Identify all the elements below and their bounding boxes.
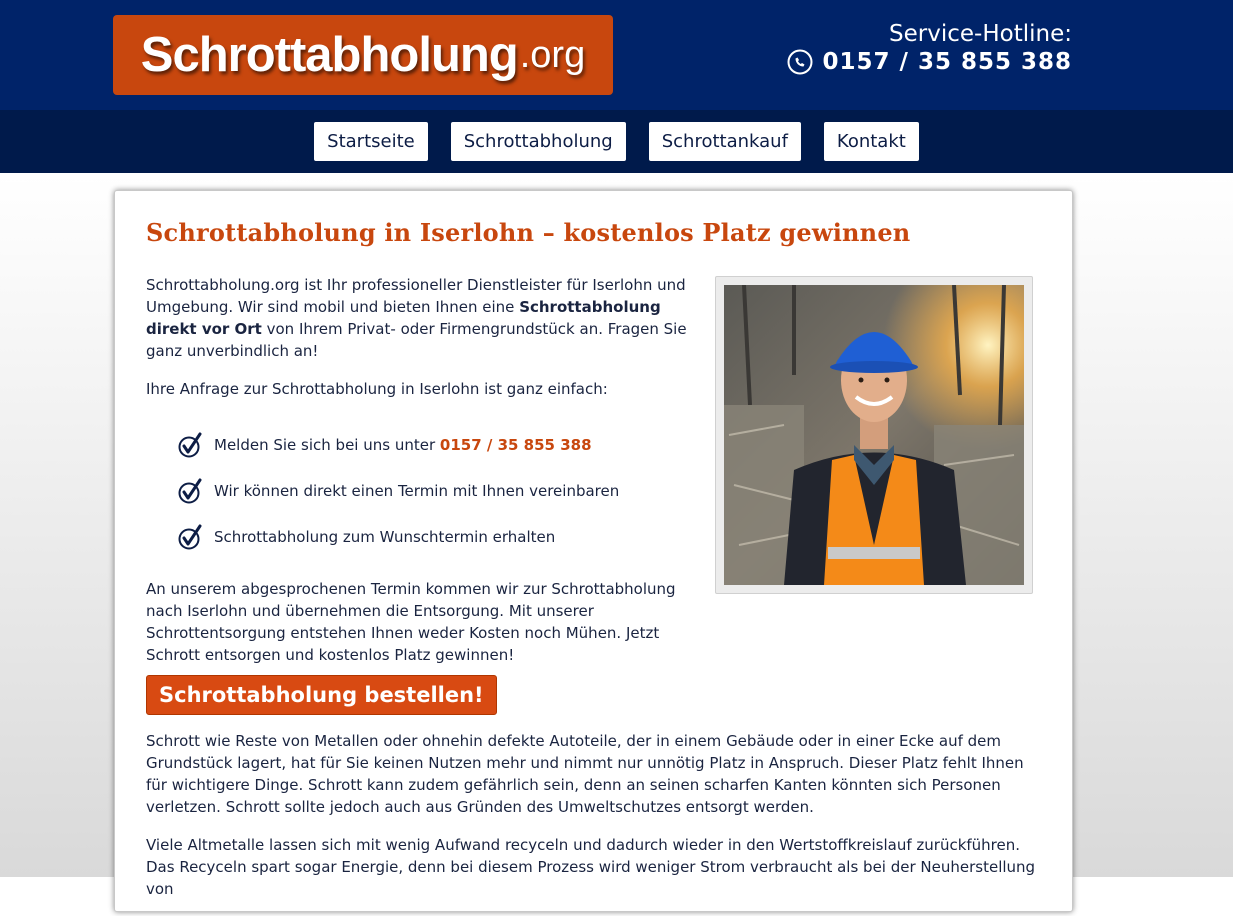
list-item bbox=[178, 468, 696, 514]
step-text: Melden Sie sich bei uns unter 0157 / 35 855 388 bbox=[214, 436, 592, 454]
step-text: Schrottabholung zum Wunschtermin erhalten bbox=[214, 528, 556, 546]
list-item bbox=[178, 514, 696, 560]
logo-tld: .org bbox=[519, 33, 586, 76]
step-text: Wir können direkt einen Termin mit Ihnen vereinbaren bbox=[214, 482, 620, 500]
phone-icon bbox=[787, 49, 813, 75]
body-paragraph: Schrott wie Reste von Metallen oder ohnehin defekte Autoteile, der in einem Gebäude oder in einer Ecke auf dem Grundstück lagert, hat für Sie keinen Nutzen mehr und nimmt nur unnötig Platz in Anspruch. Dieser Platz fehlt Ihnen für wichtigere Dinge. Schrott kann zudem gefährlich sein, denn an seinen scharfen Kanten könnten sich Personen verletzen. Schrott sollte jedoch auch aus Gründen des Umweltschutzes entsorgt werden. bbox=[146, 732, 1024, 816]
steps-lead: Ihre Anfrage zur Schrottabholung in Iserlohn ist ganz einfach: bbox=[146, 380, 608, 398]
worker-photo bbox=[724, 285, 1024, 585]
worker-photo-frame bbox=[715, 276, 1033, 594]
site-header bbox=[0, 0, 1233, 110]
main-navigation bbox=[0, 110, 1233, 173]
page-title: Schrottabholung in Iserlohn – kostenlos Platz gewinnen bbox=[146, 218, 911, 247]
steps-list bbox=[146, 422, 696, 560]
order-button[interactable]: Schrottabholung bestellen! bbox=[146, 675, 497, 715]
site-logo[interactable] bbox=[113, 15, 613, 95]
body-paragraph: Viele Altmetalle lassen sich mit wenig Aufwand recyceln und dadurch wieder in den Wertstoffkreislauf zurückführen. Das Recyceln spart sogar Energie, denn bei diesem Prozess wird weniger Strom verbraucht als bei der Neuherstellung von bbox=[146, 836, 1036, 898]
logo-text: Schrottabholung bbox=[140, 28, 518, 82]
nav-item-schrottabholung[interactable]: Schrottabholung bbox=[451, 122, 626, 161]
intro-paragraph: Schrottabholung.org ist Ihr professioneller Dienstleister für Iserlohn und Umgebung. Wir sind mobil und bieten Ihnen eine Schrottabholung direkt vor Ort von Ihrem Privat- oder Firmengrundstück an. Fragen Sie ganz unverbindlich an! bbox=[146, 276, 687, 360]
after-steps-paragraph: An unserem abgesprochenen Termin kommen wir zur Schrottabholung nach Iserlohn und übernehmen die Entsorgung. Mit unserer Schrottentsorgung entstehen Ihnen weder Kosten noch Mühen. Jetzt Schrott entsorgen und kostenlos Platz gewinnen! bbox=[146, 580, 676, 664]
hotline-number[interactable]: 0157 / 35 855 388 bbox=[822, 49, 1072, 75]
body-text bbox=[146, 730, 1036, 916]
service-hotline bbox=[787, 20, 1072, 75]
step-phone-link[interactable]: 0157 / 35 855 388 bbox=[439, 436, 592, 454]
intro-highlight: Schrottabholung direkt vor Ort bbox=[146, 298, 661, 338]
main-content bbox=[114, 190, 1073, 912]
intro-section bbox=[146, 274, 696, 666]
checkmark-icon bbox=[178, 478, 202, 504]
nav-item-schrottankauf[interactable]: Schrottankauf bbox=[649, 122, 801, 161]
checkmark-icon bbox=[178, 432, 202, 458]
list-item bbox=[178, 422, 696, 468]
hotline-label: Service-Hotline: bbox=[889, 21, 1072, 47]
checkmark-icon bbox=[178, 524, 202, 550]
nav-item-kontakt[interactable]: Kontakt bbox=[824, 122, 919, 161]
nav-item-startseite[interactable]: Startseite bbox=[314, 122, 428, 161]
